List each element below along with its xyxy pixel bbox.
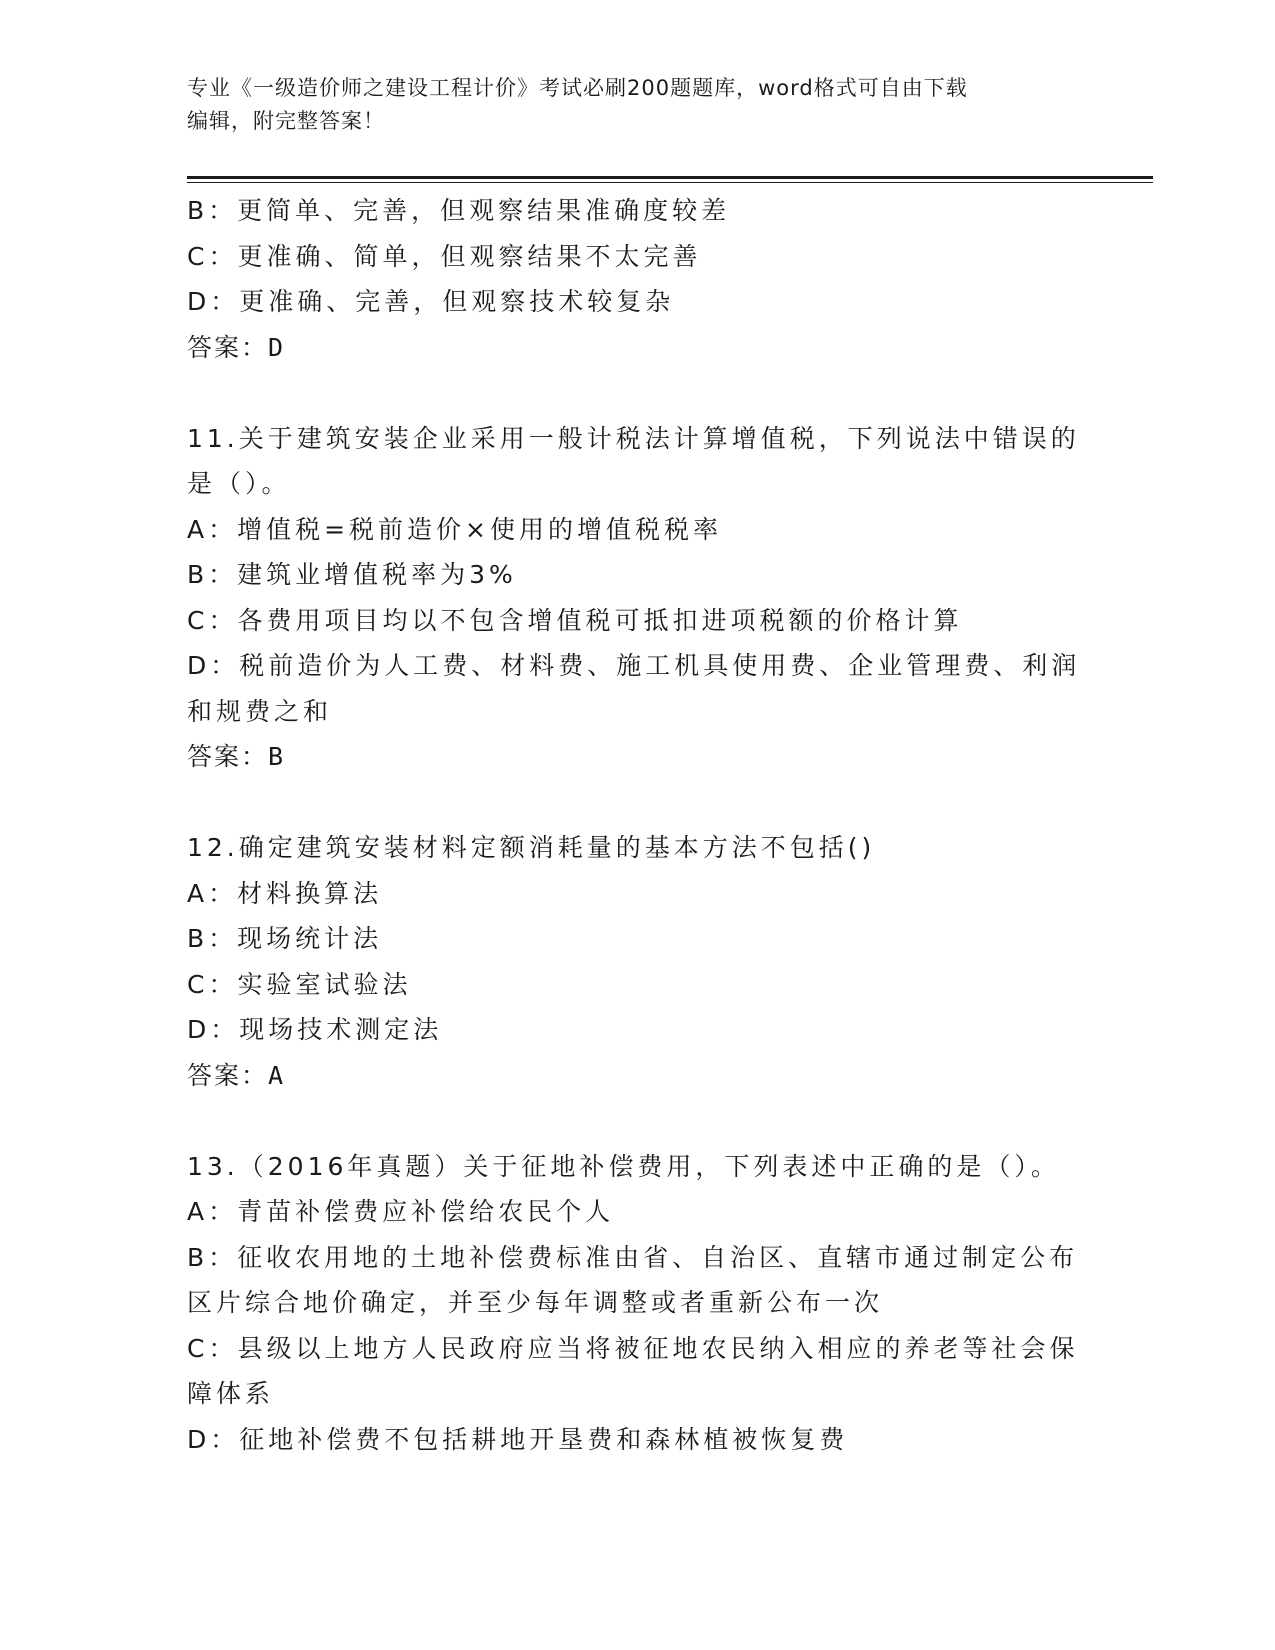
option-a: A：增值税=税前造价×使用的增值税税率	[187, 514, 722, 544]
spacer	[187, 1098, 1087, 1144]
question-11	[187, 416, 1087, 780]
spacer	[187, 780, 1087, 826]
option-b: B：现场统计法	[187, 924, 383, 953]
option-a: A：青苗补偿费应补偿给农民个人	[187, 1197, 615, 1226]
option-a: A：材料换算法	[187, 878, 383, 908]
question-12	[187, 825, 1087, 1098]
document-header	[187, 72, 1087, 138]
document-body	[187, 188, 1087, 1462]
option-c: C：更准确、简单，但观察结果不太完善	[187, 241, 702, 271]
answer-label: 答案：A	[187, 1060, 286, 1090]
option-d: D：征地补偿费不包括耕地开垦费和森林植被恢复费	[187, 1424, 849, 1454]
question-stem: 13.（2016年真题）关于征地补偿费用，下列表述中正确的是（）。	[187, 1151, 1060, 1181]
option-d: D：现场技术测定法	[187, 1015, 443, 1044]
option-c-cont: 障体系	[187, 1379, 275, 1408]
option-c: C：各费用项目均以不包含增值税可抵扣进项税额的价格计算	[187, 605, 963, 635]
header-line-1: 专业《一级造价师之建设工程计价》考试必刷200题题库，word格式可自由下载	[187, 76, 968, 100]
header-rule-thin	[187, 182, 1153, 183]
spacer	[187, 370, 1087, 416]
header-rule-thick	[187, 176, 1153, 179]
option-b: B：征收农用地的土地补偿费标准由省、自治区、直辖市通过制定公布	[187, 1242, 1079, 1272]
answer-label: 答案：B	[187, 742, 286, 771]
option-c: C：实验室试验法	[187, 969, 412, 999]
option-d-cont: 和规费之和	[187, 696, 333, 726]
question-13	[187, 1144, 1087, 1463]
option-d: D：税前造价为人工费、材料费、施工机具使用费、企业管理费、利润	[187, 651, 1081, 680]
question-stem: 11.关于建筑安装企业采用一般计税法计算增值税，下列说法中错误的	[187, 423, 1080, 453]
question-stem-cont: 是（）。	[187, 469, 291, 498]
option-b: B：更简单、完善，但观察结果准确度较差	[187, 196, 731, 225]
question-10-tail	[187, 188, 1087, 370]
header-line-2: 编辑，附完整答案！	[187, 109, 385, 133]
option-b-cont: 区片综合地价确定，并至少每年调整或者重新公布一次	[187, 1288, 884, 1317]
option-c: C：县级以上地方人民政府应当将被征地农民纳入相应的养老等社会保	[187, 1333, 1079, 1363]
question-stem: 12.确定建筑安装材料定额消耗量的基本方法不包括()	[187, 833, 876, 862]
answer-label: 答案：D	[187, 332, 286, 362]
option-b: B：建筑业增值税率为3%	[187, 560, 517, 589]
option-d: D：更准确、完善，但观察技术较复杂	[187, 287, 675, 316]
